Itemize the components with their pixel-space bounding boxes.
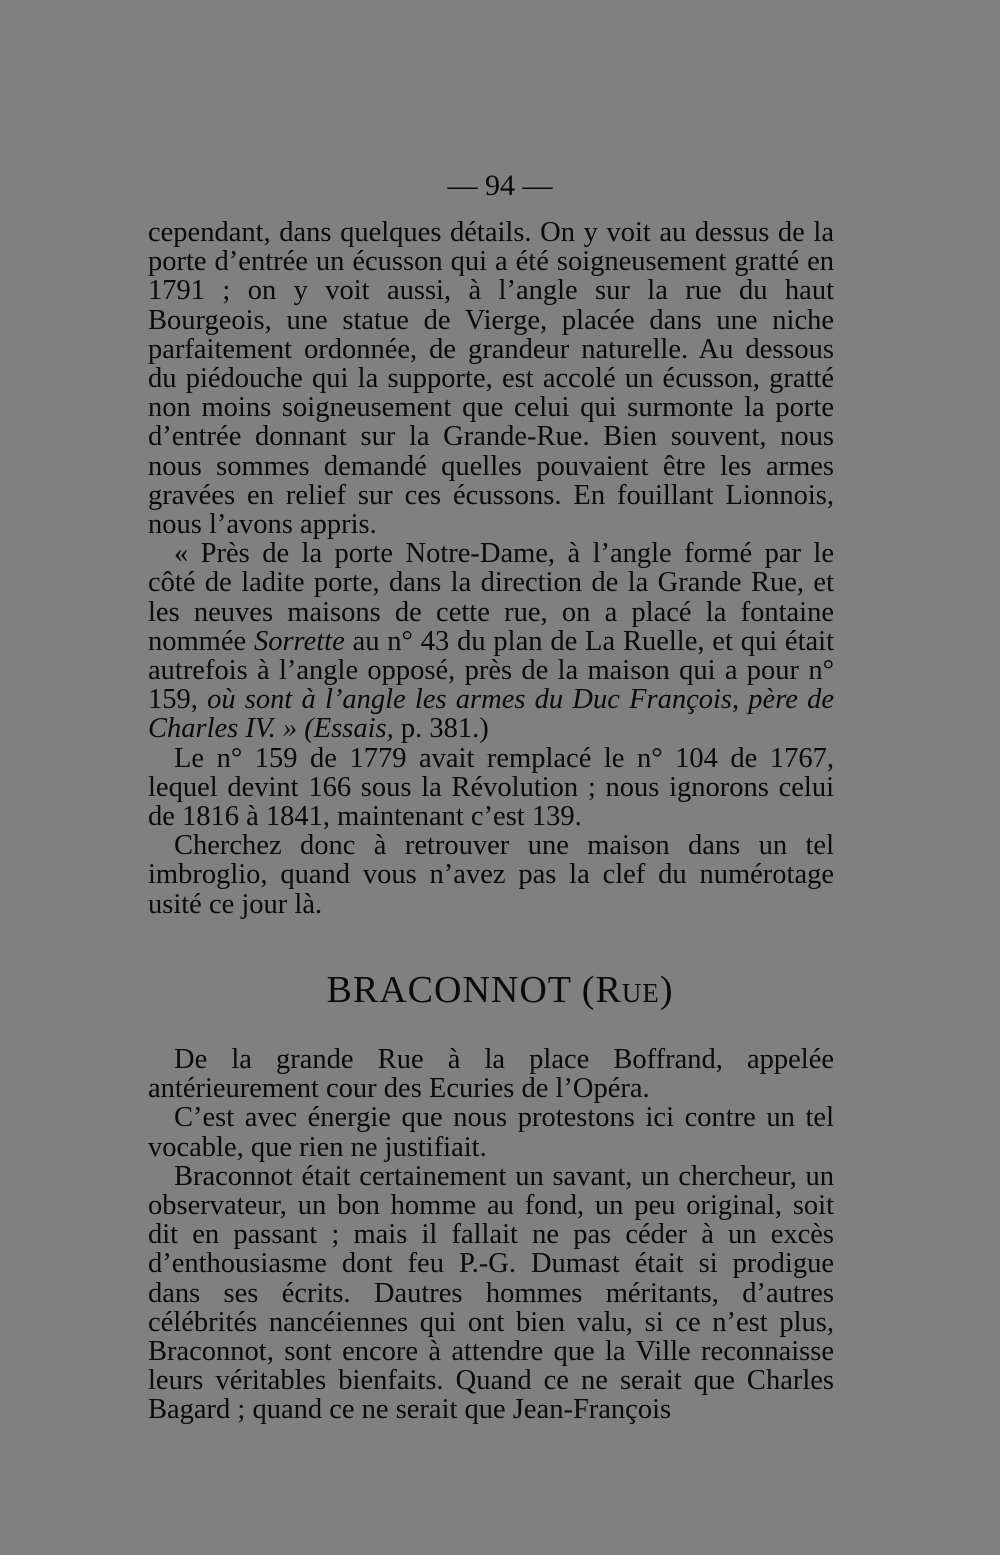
- paragraph-location: De la grande Rue à la place Boffrand, appelée antérieurement cour des Ecuries de l’Opéra.: [148, 1044, 834, 1105]
- text-block-braconnot: [148, 1045, 834, 1425]
- paragraph-quotation: [148, 539, 834, 743]
- page-number: — 94 —: [447, 169, 553, 202]
- paragraph-braconnot: Braconnot était certainement un savant, un chercheur, un observateur, un bon homme au fond, un peu original, soit dit en passant ; mais il fallait ne pas céder à un excès d’enthousiasme dont feu P.-G. Dumast était si prodigue dans ses écrits. Dautres hommes méritants, d’autres célébrités nancéiennes qui ont bien valu, si ce n’est plus, Braconnot, sont encore à attendre que la Ville reconnaisse leurs véritables bienfaits. Quand ce ne serait que Charles Bagard ; quand ce ne serait que Jean-François: [148, 1160, 834, 1426]
- section-heading: BRACONNOT (RUE): [326, 969, 674, 1011]
- paragraph-protest: C’est avec énergie que nous protestons ici contre un tel vocable, que rien ne justifiait.: [148, 1102, 834, 1163]
- text-block-continuation: [148, 218, 834, 919]
- italic-citation: où sont à l’angle les armes du Duc François, père de Charles IV. » (Essais,: [148, 684, 835, 745]
- paragraph-conclusion: Cherchez donc à retrouver une maison dans un tel imbroglio, quand vous n’avez pas la clef du numérotage usité ce jour là.: [148, 830, 834, 920]
- italic-fountain-name: Sorrette: [253, 625, 345, 657]
- heading-smallcaps: UE: [621, 978, 660, 1008]
- quotation-text: « Près de la porte Notre-Dame, à l’angle formé par le côté de ladite porte, dans la direction de la Grande Rue, et les neuves maisons de cette rue, on a placé la fontaine nommée: [148, 538, 834, 657]
- citation-page: p. 381.): [393, 713, 489, 745]
- paragraph-numbering: Le n° 159 de 1779 avait remplacé le n° 104 de 1767, lequel devint 166 sous la Révolution ; nous ignorons celui de 1816 à 1841, maintenant c’est 139.: [148, 742, 834, 833]
- quotation-text-cont: au n° 43 du plan de La Ruelle, et qui était autrefois à l’angle opposé, près de la maison qui a pour n° 159,: [148, 625, 834, 716]
- paragraph-continuation: cependant, dans quelques détails. On y voit au dessus de la porte d’entrée un écusson qui a été soigneusement gratté en 1791 ; on y voit aussi, à l’angle sur la rue du haut Bourgeois, une statue de Vierge, placée dans une niche parfaitement ordonnée, de grandeur naturelle. Au dessous du piédouche qui la supporte, est accolé un écusson, gratté non moins soigneusement que celui qui surmonte la porte d’entrée donnant sur la Grande-Rue. Bien souvent, nous nous sommes demandé quelles pouvaient être les armes gravées en relief sur ces écussons. En fouillant Lionnois, nous l’avons appris.: [148, 217, 834, 541]
